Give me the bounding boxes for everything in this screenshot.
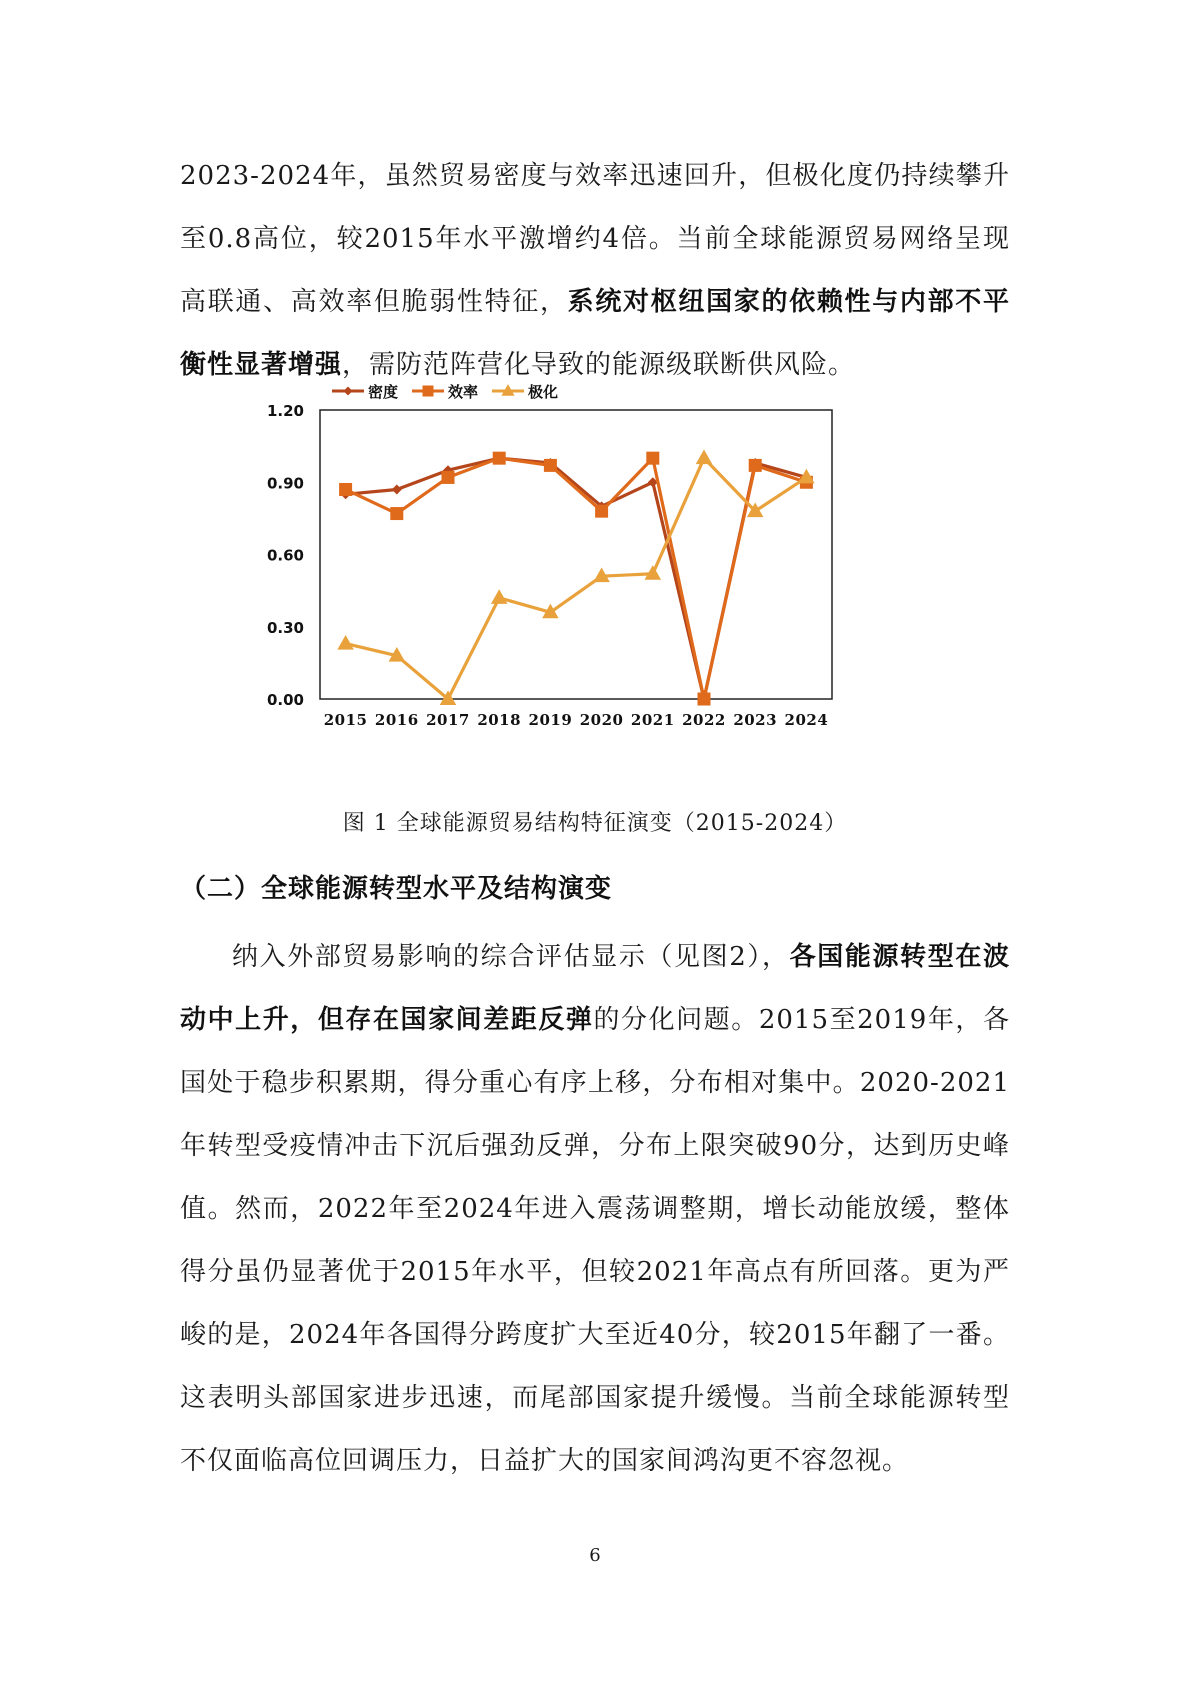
page-number: 6 xyxy=(589,1545,601,1566)
paragraph-text: 2023-2024年，虽然贸易密度与效率迅速回升，但极化度仍持续攀升至0.8高位，较2015年水平激增约4倍。当前全球能源贸易网络呈现高联通、高效率但脆弱性特征， xyxy=(180,161,1010,317)
square-marker xyxy=(698,693,711,706)
triangle-marker xyxy=(696,450,713,465)
square-marker xyxy=(749,459,762,472)
y-tick-label: 0.60 xyxy=(266,546,304,565)
square-marker xyxy=(493,452,506,465)
body-paragraph-2 xyxy=(180,926,1010,1493)
x-tick-label: 2019 xyxy=(528,711,573,729)
square-marker xyxy=(442,471,455,484)
square-marker xyxy=(646,452,659,465)
paragraph-bold-text: 系统对枢纽国家的依赖性与内部不平衡性显著增强 xyxy=(180,287,1010,380)
legend-label: 极化 xyxy=(528,383,559,401)
legend-label: 密度 xyxy=(368,383,399,401)
section-heading: （二）全球能源转型水平及结构演变 xyxy=(180,874,613,904)
square-marker xyxy=(339,483,352,496)
triangle-marker xyxy=(491,589,508,604)
series-line xyxy=(346,458,807,699)
y-tick-label: 1.20 xyxy=(266,402,304,420)
body-paragraph-1 xyxy=(180,145,1010,397)
x-tick-label: 2024 xyxy=(784,711,829,729)
paragraph-text: 的分化问题。2015至2019年，各国处于稳步积累期，得分重心有序上移，分布相对集中。2020-2021年转型受疫情冲击下沉后强劲反弹，分布上限突破90分，达到历史峰值。然而，2022年至2024年进入震荡调整期，增长动能放缓，整体得分虽仍显著优于2015年水平，但较2021年高点有所回落。更为严峻的是，2024年各国得分跨度扩大至近40分，较2015年翻了一番。这表明头部国家进步迅速，而尾部国家提升缓慢。当前全球能源转型不仅面临高位回调压力，日益扩大的国家间鸿沟更不容忽视。 xyxy=(180,1005,1010,1476)
y-tick-label: 0.90 xyxy=(266,474,304,493)
y-tick-label: 0.30 xyxy=(266,618,304,637)
square-marker xyxy=(595,505,608,518)
square-marker xyxy=(390,507,403,520)
x-tick-label: 2020 xyxy=(579,711,624,729)
x-tick-label: 2017 xyxy=(426,711,470,729)
paragraph-text: ，需防范阵营化导致的能源级联断供风险。 xyxy=(342,350,856,380)
x-tick-label: 2016 xyxy=(374,711,419,729)
legend-label: 效率 xyxy=(448,383,479,401)
paragraph-bold-text: 各国能源转型在波动中上升，但存在国家间差距反弹 xyxy=(180,942,1010,1035)
diamond-marker xyxy=(392,484,402,494)
square-marker xyxy=(423,386,434,397)
chart-svg xyxy=(266,383,920,800)
paragraph-text: 纳入外部贸易影响的综合评估显示（见图2）， xyxy=(232,942,790,972)
x-tick-label: 2015 xyxy=(323,711,368,729)
x-tick-label: 2022 xyxy=(682,711,726,729)
x-tick-label: 2018 xyxy=(477,711,522,729)
triangle-marker xyxy=(337,635,354,650)
line-chart xyxy=(266,383,920,800)
x-tick-label: 2023 xyxy=(733,711,778,729)
square-marker xyxy=(544,459,557,472)
y-tick-label: 0.00 xyxy=(266,691,304,709)
x-tick-label: 2021 xyxy=(630,711,675,729)
figure-caption: 图 1 全球能源贸易结构特征演变（2015-2024） xyxy=(342,811,848,836)
